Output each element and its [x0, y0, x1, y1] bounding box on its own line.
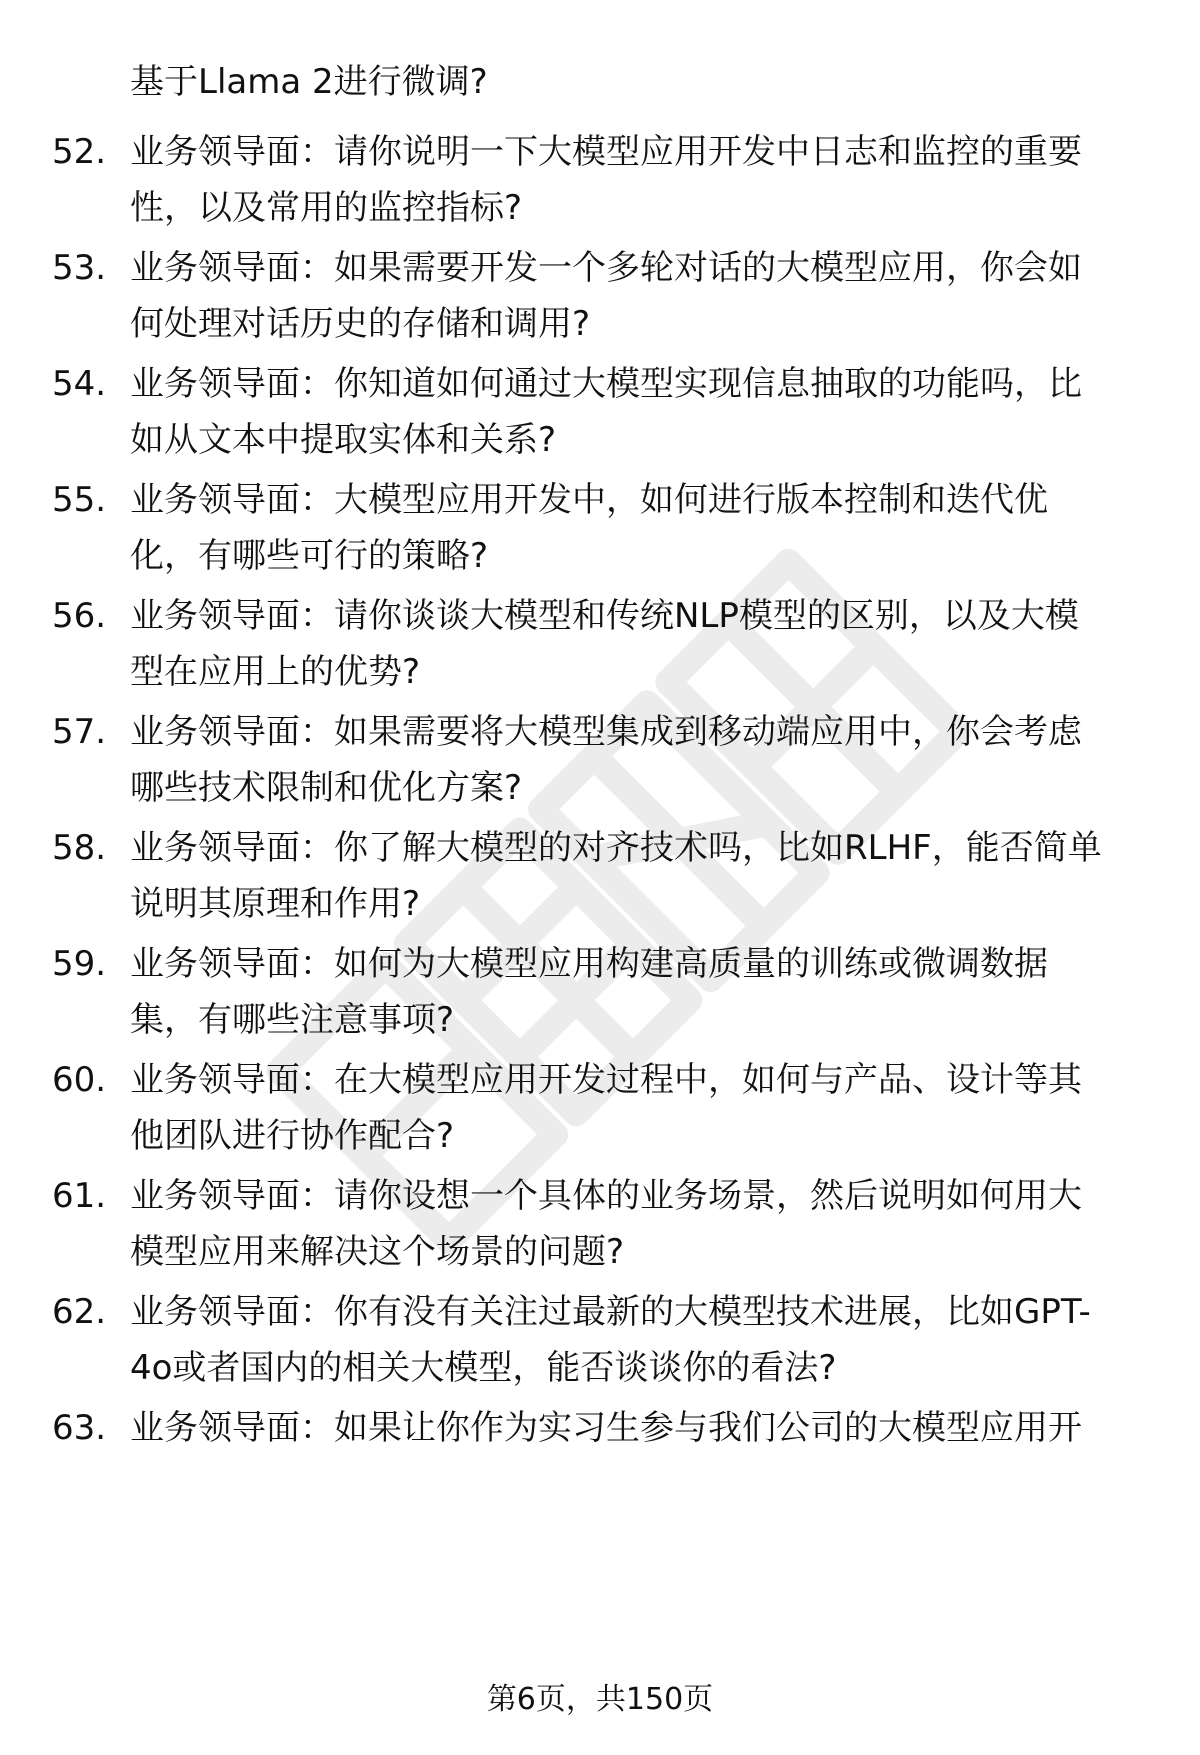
question-number: 57.	[52, 712, 107, 752]
question-number: 61.	[52, 1176, 107, 1216]
question-number: 53.	[52, 248, 107, 288]
question-text-line-2: 模型应用来解决这个场景的问题?	[130, 1232, 625, 1272]
question-text-line-1: 业务领导面：大模型应用开发中，如何进行版本控制和迭代优	[130, 480, 1048, 520]
question-text-line-1: 业务领导面：请你设想一个具体的业务场景，然后说明如何用大	[130, 1176, 1082, 1216]
question-text-line-2: 4o或者国内的相关大模型，能否谈谈你的看法?	[130, 1348, 837, 1388]
question-text-line-1: 业务领导面：如果需要将大模型集成到移动端应用中，你会考虑	[130, 712, 1082, 752]
question-number: 55.	[52, 480, 107, 520]
question-text-line-1: 业务领导面：请你说明一下大模型应用开发中日志和监控的重要	[130, 132, 1082, 172]
continuation-text: 基于Llama 2进行微调?	[130, 62, 488, 102]
question-text-line-2: 何处理对话历史的存储和调用?	[130, 304, 591, 344]
question-text-line-1: 业务领导面：请你谈谈大模型和传统NLP模型的区别，以及大模	[130, 596, 1079, 636]
question-text-line-1: 业务领导面：如何为大模型应用构建高质量的训练或微调数据	[130, 944, 1048, 984]
question-number: 63.	[52, 1408, 107, 1448]
question-text-line-2: 他团队进行协作配合?	[130, 1116, 455, 1156]
question-text-line-2: 如从文本中提取实体和关系?	[130, 420, 557, 460]
question-text-line-2: 化，有哪些可行的策略?	[130, 536, 489, 576]
question-number: 54.	[52, 364, 107, 404]
question-text-line-1: 业务领导面：如果让你作为实习生参与我们公司的大模型应用开	[130, 1408, 1082, 1448]
question-text-line-2: 型在应用上的优势?	[130, 652, 421, 692]
question-number: 58.	[52, 828, 107, 868]
question-text-line-2: 哪些技术限制和优化方案?	[130, 768, 523, 808]
question-text-line-2: 性，以及常用的监控指标?	[130, 188, 523, 228]
question-text-line-1: 业务领导面：你了解大模型的对齐技术吗，比如RLHF，能否简单	[130, 828, 1102, 868]
question-number: 62.	[52, 1292, 107, 1332]
question-text-line-1: 业务领导面：如果需要开发一个多轮对话的大模型应用，你会如	[130, 248, 1082, 288]
question-number: 59.	[52, 944, 107, 984]
question-text-line-1: 业务领导面：你有没有关注过最新的大模型技术进展，比如GPT-	[130, 1292, 1091, 1332]
question-number: 52.	[52, 132, 107, 172]
question-number: 60.	[52, 1060, 107, 1100]
page-number-footer: 第6页，共150页	[486, 1682, 714, 1717]
question-number: 56.	[52, 596, 107, 636]
question-text-line-1: 业务领导面：你知道如何通过大模型实现信息抽取的功能吗，比	[130, 364, 1082, 404]
question-text-line-1: 业务领导面：在大模型应用开发过程中，如何与产品、设计等其	[130, 1060, 1082, 1100]
question-text-line-2: 集，有哪些注意事项?	[130, 1000, 455, 1040]
question-text-line-2: 说明其原理和作用?	[130, 884, 421, 924]
